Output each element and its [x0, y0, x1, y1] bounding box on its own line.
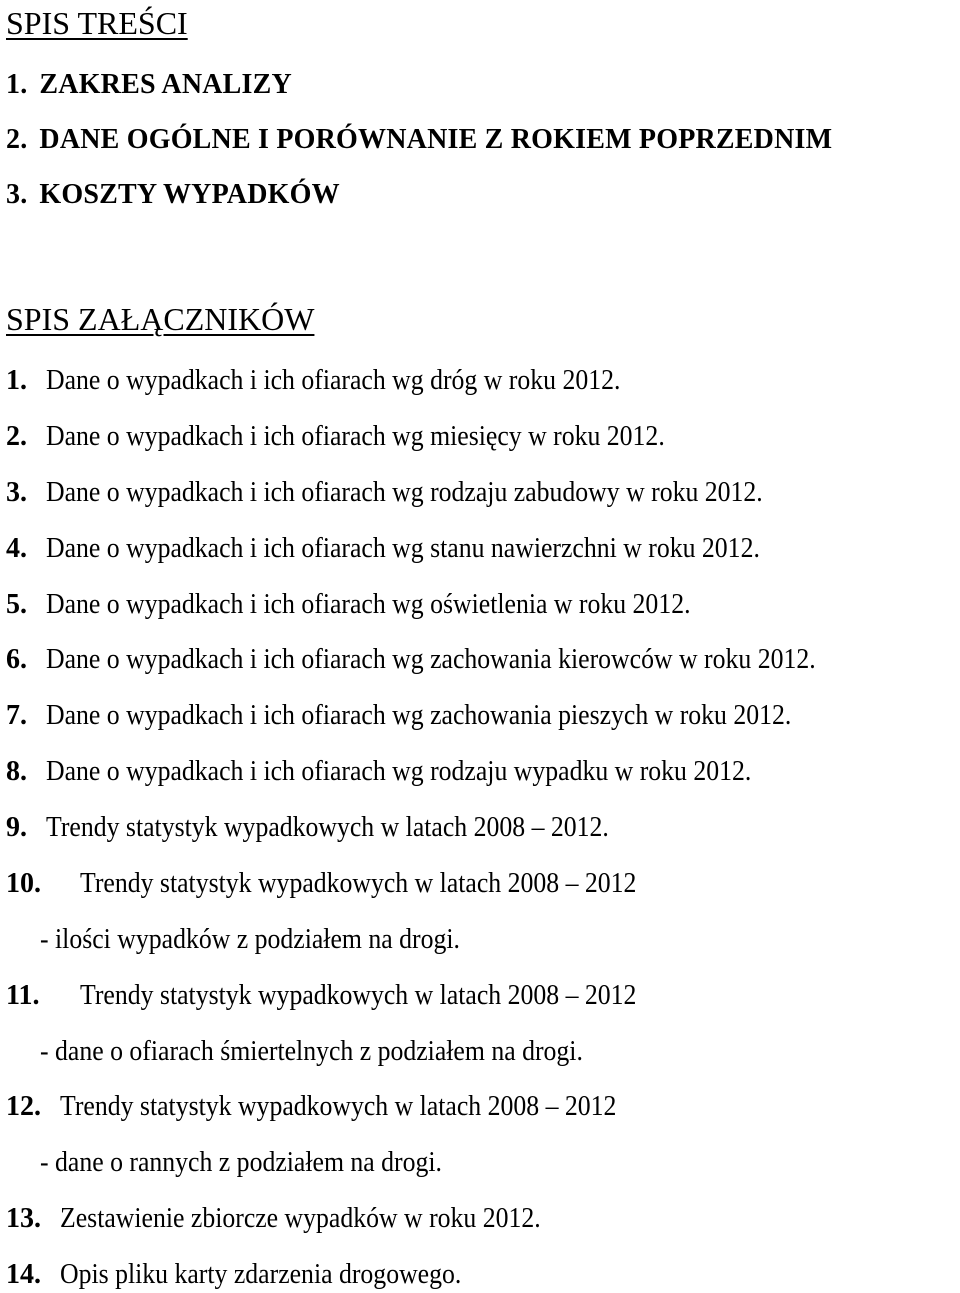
attachment-number: 10.	[6, 868, 41, 899]
attachment-number: 8.	[6, 756, 27, 787]
toc-item-number: 2.	[6, 124, 28, 155]
attachment-number: 14.	[6, 1259, 41, 1290]
attachment-label: Dane o wypadkach i ich ofiarach wg zachowania pieszych w roku 2012.	[46, 700, 792, 731]
attachment-item-11[interactable]	[6, 979, 685, 1013]
toc-item-3[interactable]	[6, 178, 340, 212]
attachment-item-12[interactable]	[6, 1090, 665, 1124]
toc-item-2[interactable]	[6, 123, 832, 157]
attachment-item-11-continuation	[40, 1035, 630, 1069]
toc-heading: SPIS TREŚCI	[6, 5, 188, 41]
attachment-continuation-label: - dane o ofiarach śmiertelnych z podziałem na drogi.	[40, 1036, 583, 1067]
attachment-item-10[interactable]	[6, 867, 685, 901]
attachment-continuation-label: - ilości wypadków z podziałem na drogi.	[40, 924, 460, 955]
attachment-label: Dane o wypadkach i ich ofiarach wg oświetlenia w roku 2012.	[46, 589, 691, 620]
attachment-item-13[interactable]	[6, 1202, 583, 1236]
attachment-item-14[interactable]	[6, 1258, 496, 1292]
toc-item-1[interactable]	[6, 68, 292, 102]
attachment-item-5[interactable]	[6, 588, 747, 622]
attachment-number: 11.	[6, 980, 40, 1011]
attachment-item-2[interactable]	[6, 420, 719, 454]
attachment-label: Dane o wypadkach i ich ofiarach wg stanu nawierzchni w roku 2012.	[46, 533, 760, 564]
toc-item-label: DANE OGÓLNE I PORÓWNANIE Z ROKIEM POPRZEDNIM	[39, 124, 833, 155]
attachment-item-3[interactable]	[6, 476, 825, 510]
attachment-number: 7.	[6, 700, 27, 731]
attachment-label: Dane o wypadkach i ich ofiarach wg miesięcy w roku 2012.	[46, 421, 665, 452]
attachment-item-9[interactable]	[6, 811, 658, 845]
attachment-label: Zestawienie zbiorcze wypadków w roku 2012.	[60, 1203, 541, 1234]
attachment-label: Dane o wypadkach i ich ofiarach wg rodzaju zabudowy w roku 2012.	[46, 477, 763, 508]
attachments-heading: SPIS ZAŁĄCZNIKÓW	[6, 301, 315, 337]
attachment-item-1[interactable]	[6, 364, 670, 398]
attachment-number: 4.	[6, 533, 27, 564]
attachment-number: 12.	[6, 1091, 41, 1122]
attachment-label: Dane o wypadkach i ich ofiarach wg rodzaju wypadku w roku 2012.	[46, 756, 752, 787]
attachment-number: 5.	[6, 589, 27, 620]
attachment-item-10-continuation	[40, 923, 496, 957]
attachment-label: Opis pliku karty zdarzenia drogowego.	[60, 1259, 462, 1290]
toc-item-label: ZAKRES ANALIZY	[39, 69, 292, 100]
attachment-number: 6.	[6, 644, 27, 675]
attachment-number: 2.	[6, 421, 27, 452]
attachment-number: 13.	[6, 1203, 41, 1234]
attachment-label: Dane o wypadkach i ich ofiarach wg zachowania kierowców w roku 2012.	[46, 644, 816, 675]
attachment-label: Trendy statystyk wypadkowych w latach 2008 – 2012	[80, 980, 637, 1011]
attachment-item-4[interactable]	[6, 532, 822, 566]
toc-item-number: 1.	[6, 69, 28, 100]
toc-item-label: KOSZTY WYPADKÓW	[39, 179, 340, 210]
attachment-label: Trendy statystyk wypadkowych w latach 2008 – 2012	[60, 1091, 617, 1122]
attachment-continuation-label: - dane o rannych z podziałem na drogi.	[40, 1147, 442, 1178]
toc-item-number: 3.	[6, 179, 28, 210]
attachment-item-6[interactable]	[6, 643, 883, 677]
attachment-label: Dane o wypadkach i ich ofiarach wg dróg w roku 2012.	[46, 365, 621, 396]
attachment-label: Trendy statystyk wypadkowych w latach 2008 – 2012.	[46, 812, 609, 843]
attachment-item-12-continuation	[40, 1146, 477, 1180]
attachment-label: Trendy statystyk wypadkowych w latach 2008 – 2012	[80, 868, 637, 899]
attachment-number: 1.	[6, 365, 27, 396]
attachment-item-8[interactable]	[6, 755, 813, 789]
attachment-number: 9.	[6, 812, 27, 843]
attachment-item-7[interactable]	[6, 699, 856, 733]
attachment-number: 3.	[6, 477, 27, 508]
